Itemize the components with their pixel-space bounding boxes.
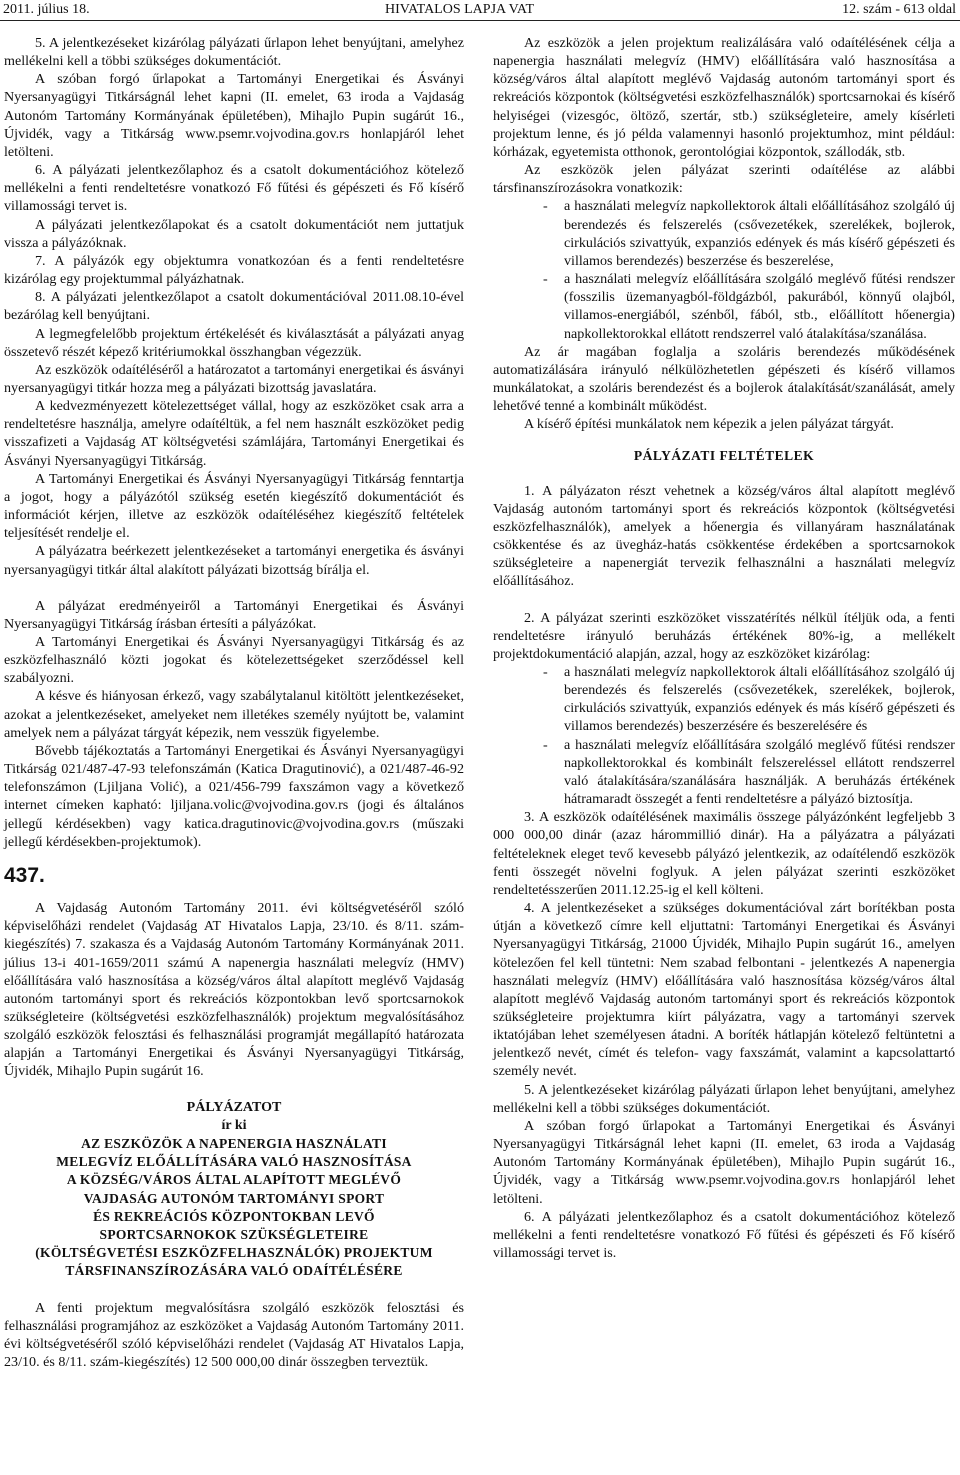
announcement-heading-line: VAJDASÁG AUTONÓM TARTOMÁNYI SPORT [83, 1190, 385, 1206]
right-column [493, 34, 955, 1262]
dash-bullet: - [543, 736, 548, 753]
page-header [0, 0, 960, 22]
paragraph: 5. A jelentkezéseket kizárólag pályázati űrlapon lehet benyújtani, amelyhez mellékelni kell a többi szükséges dokumentációt. [493, 1081, 955, 1116]
dash-list-item [493, 736, 955, 809]
paragraph: A késve és hiányosan érkező, vagy szabálytalanul kitöltött jelentkezéseket, azokat a jelentkezéseket, amelyeket nem illetékes személy nyújtott be, valamint amelyek nem a pályázat tárgyát képezik, nem vesszük figyelembe. [4, 688, 464, 741]
section-heading: PÁLYÁZATI FELTÉTELEK [633, 448, 815, 464]
paragraph: 4. A jelentkezéseket a szükséges dokumentációval zárt borítékban posta útján a következő címre kell eljuttatni: Tartományi Energetikai és Ásványi Nyersanyagügyi Titkárság, 21000 Újvidék, Mihajlo Pupin sugárút 16., amelyen kötelezően fel kell tüntetni: Nem szabad felbontani - jelentkezés A napenergia használati melegvíz (HMV) előállítására való hasznosítása község/város által alapított meglévő Vajdaság autonóm tartományi sport és rekreációs központok szükségleteire projektumra kiírt pályázatra, vagy a tartományi szervek iktatójában lehet személyesen átadni. A boríték hátlapján kötelező feltüntetni a jelentkező nevét, címét és telefon- vagy faxszámát, valamint a kapcsolattartó személy nevét. [493, 900, 955, 1080]
paragraph: A kedvezményezett kötelezettséget vállal, hogy az eszközöket csak arra a rendeltetésre használja, amelyre odaítéltük, a fel nem használt eszközöket pedig visszafizeti a Vajdaság AT költségvetési számlájára, Tartományi Energetikai és Ásványi Nyersanyagügyi Titkárság. [4, 398, 464, 469]
paragraph: A szóban forgó űrlapokat a Tartományi Energetikai és Ásványi Nyersanyagügyi Titkárságnál lehet kapni (II. emelet, 63 iroda a Vajdaság Autonóm Tartomány Kormányának épületében), Mihajlo Pupin sugárút 16., Újvidék, vagy a Titkárság www.psemr.vojvodina.gov.rs honlapjáról lehet letölteni. [4, 71, 464, 160]
dash-bullet: - [543, 271, 548, 288]
announcement-heading-line: AZ ESZKÖZÖK A NAPENERGIA HASZNÁLATI [81, 1135, 387, 1151]
paragraph: 6. A pályázati jelentkezőlaphoz és a csatolt dokumentációhoz kötelező mellékelni a fenti rendeltetésre vonatkozó Fő fűtési és gépészeti és Fő kísérő villamossági tervet is. [493, 1208, 955, 1261]
dash-list-item [493, 270, 955, 343]
dash-list-item [493, 663, 955, 736]
header-journal-title: HIVATALOS LAPJA VAT [385, 2, 535, 17]
paragraph: A Tartományi Energetikai és Ásványi Nyersanyagügyi Titkárság és az eszközfelhasználó közti jogokat és kötelezettségeket szerződéssel kell szabályozni. [4, 634, 464, 687]
decision-number: 437. [4, 863, 45, 887]
paragraph: A Vajdaság Autonóm Tartomány 2011. évi költségvetéséről szóló képviselőházi rendelet (Vajdaság AT Hivatalos Lapja, 23/10. és 8/11. szám-kiegészítés) 7. szakasza és a Vajdaság Autonóm Tartomány Kormányának 2011. július 13-i 401-1659/2011 számú A napenergia használati melegvíz (HMV) előállítására való hasznosítása a község/város által alapított meglévő Vajdaság autonóm tartományi sport és rekreációs központokban levő sportcsarnokok szükségleteire (költségvetési eszközfelhasználók) projektum megvalósításához szolgáló eszközök felosztási és felhasználási programját megállapító határozata alapján a Tartományi Energetikai és Ásványi Nyersanyagügyi Titkárság, Újvidék, Mihajlo Pupin sugárút 16. [4, 900, 464, 1080]
spacer [4, 1281, 464, 1299]
paragraph: 7. A pályázók egy objektumra vonatkozóan és a fenti rendeltetésre kizárólag egy projektummal pályázhatnak. [4, 252, 464, 288]
dash-list-text: a használati melegvíz előállítására szolgáló meglévő fűtési rendszer napkollektorokkal és kombinált felszereléssel ellátott rendszerrel való átalakítására/szanálására használják. A beruházás értékének hátramaradt összegét a fenti rendeltetésre a pályázó biztosítja. [564, 736, 955, 808]
announcement-heading-line: SPORTCSARNOKOK SZÜKSÉGLETEIRE [99, 1226, 369, 1242]
header-page-number: 12. szám - 613 oldal [842, 2, 956, 17]
spacer [493, 591, 955, 609]
paragraph: 1. A pályázaton részt vehetnek a község/város által alapított meglévő Vajdaság autonóm tartományi sport és rekreációs központok (költségvetési eszközfelhasználók), amelyek a hőenergia és villanyáram használatának csökkentése és az üvegház-hatás csökkentése érdekében a sportcsarnokok szükségleteire a napenergiát tervezik felhasználni a használati melegvíz előállításához. [493, 482, 955, 590]
paragraph: Az eszközök odaítéléséről a határozatot a tartományi energetikai és ásványi nyersanyagügyi titkár hozza meg a pályázati bizottság javaslatára. [4, 361, 464, 396]
paragraph: A Tartományi Energetikai és Ásványi Nyersanyagügyi Titkárság fenntartja a jogot, hogy a pályázótól szükség esetén kiegészítő dokumentációt és információt kérjen, illetve az eszközök odaítéléséhez kiegészítő feltételek teljesítését rendelje el. [4, 470, 464, 542]
spacer [4, 1081, 464, 1099]
paragraph: Az ár magában foglalja a szoláris berendezés működésének automatizálására irányuló nélkülözhetetlen gépészeti és kísérő villamos munkálatokat, a szoláris berendezést és a bojlerok átalakítását/szanálását, amely lehetővé tenné a kombinált működést. [493, 343, 955, 415]
paragraph: 8. A pályázati jelentkezőlapot a csatolt dokumentációval 2011.08.10-ével bezárólag kell benyújtani. [4, 289, 464, 324]
paragraph: A szóban forgó űrlapokat a Tartományi Energetikai és Ásványi Nyersanyagügyi Titkárságnál lehet kapni (II. emelet, 63 iroda a Vajdaság Autonóm Tartomány Kormányának épületében), Mihajlo Pupin sugárút 16., Újvidék, vagy a Titkárság www.psemr.vojvodina.gov.rs honlapjáról lehet letölteni. [493, 1117, 955, 1207]
announcement-heading-line: (KÖLTSÉGVETÉSI ESZKÖZFELHASZNÁLÓK) PROJEKTUM [35, 1245, 433, 1261]
dash-bullet: - [543, 198, 548, 215]
left-column [4, 34, 464, 1371]
dash-list-text: a használati melegvíz napkollektorok általi előállításához szolgáló új berendezés és felszerelés (csővezetékek, szerelékek, bojlerok, cirkulációs szivattyúk, expanziós edények és más kísérő gépészeti és villamos berendezés) beszerzésére és beszerelésére és [564, 664, 955, 735]
dash-list-item [493, 197, 955, 270]
dash-list-text: a használati melegvíz előállítására szolgáló meglévő fűtési rendszer (fosszilis üzemanyagból-földgázból, pakurából, könnyű olajból, villamos-energiából, szénből, fából, stb., előállított hőenergia) napkollektorokkal ellátott rendszerrel való átalakítása/szanálása. [564, 271, 955, 342]
paragraph: A pályázat eredményeiről a Tartományi Energetikai és Ásványi Nyersanyagügyi Titkárság írásban értesíti a pályázókat. [4, 597, 464, 632]
header-rule [0, 20, 960, 21]
header-date: 2011. július 18. [3, 2, 90, 17]
paragraph: A pályázati jelentkezőlapokat és a csatolt dokumentációt nem juttatjuk vissza a pályázóknak. [4, 216, 464, 251]
paragraph: 2. A pályázat szerinti eszközöket visszatérítés nélkül ítéljük oda, a fenti rendeltetésre irányuló beruházás értékének 80%-ig, a mellékelt projektdokumentáció alapján, azzal, hogy az eszközöket kizárólag: [493, 609, 955, 662]
announcement-subtitle: ír ki [221, 1117, 247, 1133]
paragraph: Bővebb tájékoztatás a Tartományi Energetikai és Ásványi Nyersanyagügyi Titkárság 021/487-47-93 telefonszámán (Katica Dragutinović), a 021/487-46-92 telefonszámon (Ljiljana Volić), a 021/456-799 faxszámon vagy a következő internet címeken kapható: ljiljana.volic@vojvodina.gov.rs (jogi és általános jellegű kérdésekben) vagy katica.dragutinovic@vojvodina.gov.rs (műszaki jellegű kérdésekben-projektumok). [4, 742, 464, 850]
announcement-title: PÁLYÁZATOT [186, 1099, 282, 1115]
paragraph: 3. A eszközök odaítélésének maximális összege pályázónként legfeljebb 3 000 000,00 dinár (azaz hárommillió dinár). Ha a pályázatra a pályázati feltételeknek eleget tevő kevesebb pályázó jelentkezik, az odaítélendő eszközök fenti összegét növelni foglyuk. A jelen pályázat szerinti eszközöket rendeltetésszerűen 2011.12.25-ig el kell költeni. [493, 809, 955, 898]
paragraph: 6. A pályázati jelentkezőlaphoz és a csatolt dokumentációhoz kötelező mellékelni a fenti rendeltetésre vonatkozó Fő fűtési és gépészeti és Fő kísérő villamossági tervet is. [4, 162, 464, 215]
paragraph: Az eszközök jelen pályázat szerinti odaítélése az alábbi társfinanszírozásokra vonatkozik: [493, 162, 955, 197]
paragraph: Az eszközök a jelen projektum realizálására való odaítélésének célja a napenergia használati melegvíz (HMV) előállítására való hasznosítása a község/város által alapított meglévő Vajdaság autonóm tartományi sport és rekreációs központok (költségvetési eszközfelhasználók) sportcsarnokai és kísérő helyiségei (vizesgóc, öltöző, szertár, stb.) szükségleteire, amely kísérleti projektum lenne, és jó példa valamennyi hasonló projektumhoz, mint például: kórházak, egyetemista otthonok, gerontológiai központok, szállodák, stb. [493, 35, 955, 160]
dash-bullet: - [543, 664, 548, 680]
paragraph: A legmegfelelőbb projektum értékelését és kiválasztását a pályázati anyag összetevő részét képező kritériumokkal összhangban végezzük. [4, 325, 464, 360]
spacer [4, 579, 464, 597]
dash-list-text: a használati melegvíz napkollektorok általi előállításához szolgáló új berendezés és felszerelés (csővezetékek, szerelékek, bojlerok, cirkulációs szivattyúk, expanziós edények és más kísérő gépészeti és villamos berendezés) beszerzése és beszerelése, [564, 198, 955, 269]
paragraph: 5. A jelentkezéseket kizárólag pályázati űrlapon lehet benyújtani, amelyhez mellékelni kell a többi szükséges dokumentációt. [4, 35, 464, 70]
announcement-heading-line: A KÖZSÉG/VÁROS ÁLTAL ALAPÍTOTT MEGLÉVŐ [66, 1172, 402, 1188]
paragraph: A kísérő építési munkálatok nem képezik a jelen pályázat tárgyát. [524, 416, 894, 433]
paragraph: A fenti projektum megvalósításra szolgáló eszközök felosztási és felhasználási programjához az eszközöket a Vajdaság Autonóm Tartomány 2011. évi költségvetéséről szóló képviselőházi rendelet (Vajdaság AT Hivatalos Lapja, 23/10. és 8/11. szám-kiegészítés) 12 500 000,00 dinár összegben terveztük. [4, 1299, 464, 1370]
announcement-heading-line: MELEGVÍZ ELŐÁLLÍTÁSÁRA VALÓ HASZNOSÍTÁSA [56, 1154, 412, 1170]
announcement-heading-line: ÉS REKREÁCIÓS KÖZPONTOKBAN LEVŐ [93, 1208, 375, 1224]
announcement-heading-line: TÁRSFINANSZÍROZÁSÁRA VALÓ ODAÍTÉLÉSÉRE [65, 1263, 403, 1279]
paragraph: A pályázatra beérkezett jelentkezéseket a tartományi energetika és ásványi nyersanyagügyi titkár által alakított pályázati bizottság bírálja el. [4, 543, 464, 578]
